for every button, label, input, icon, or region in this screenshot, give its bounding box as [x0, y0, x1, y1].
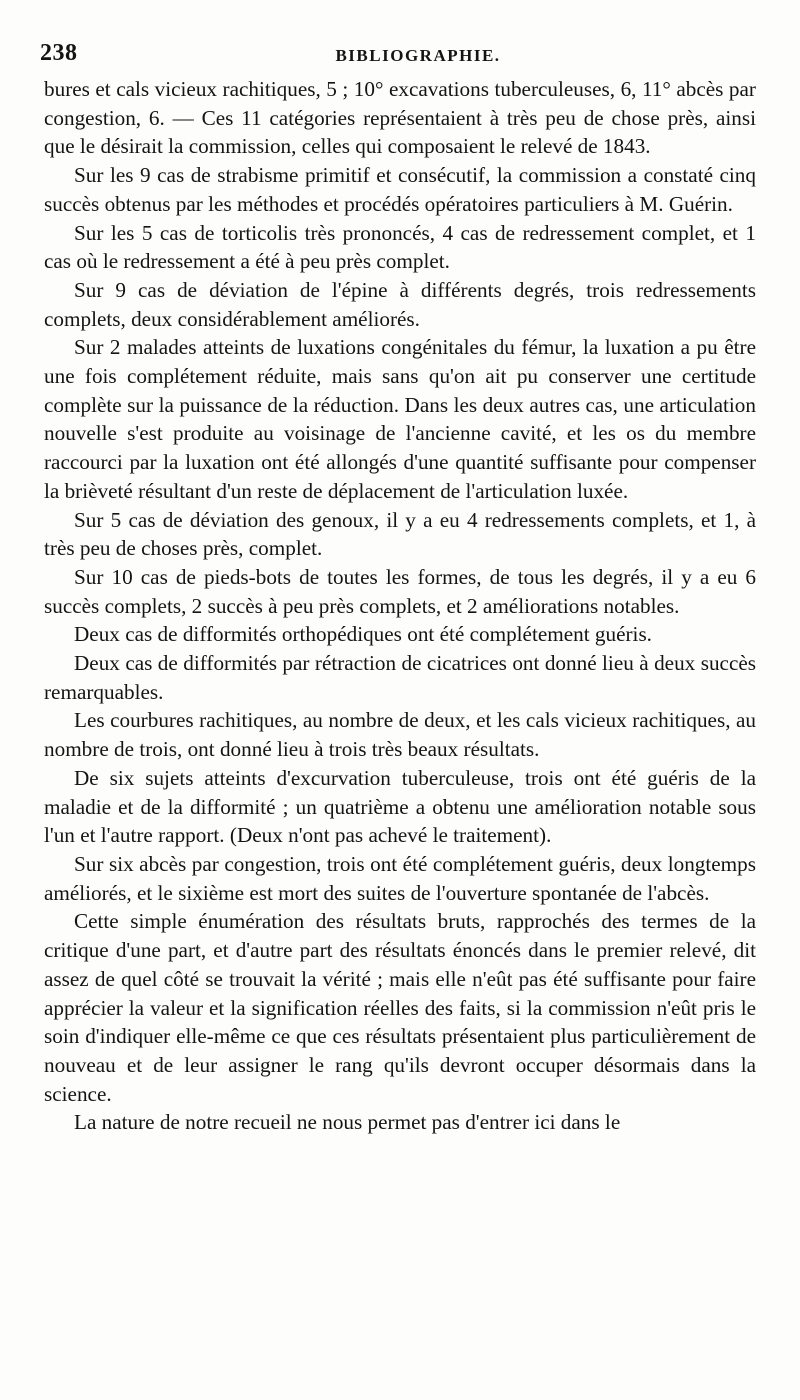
- paragraph-torticolis: Sur les 5 cas de torticolis très prononcés, 4 cas de redressement complet, et 1 cas où le redressement a été à peu près complet.: [44, 220, 756, 274]
- paragraph-enumeration: Cette simple énumération des résultats bruts, rapprochés des termes de la critique d'une part, et d'autre part des résultats énoncés dans le premier relevé, dit assez de quel côté se trouvait la vérité ; mais elle n'eût pas été suffisante pour faire apprécier la valeur et la signification réelles des faits, si la commission n'eût pris le soin d'indiquer elle-même ce que ces résultats présentaient plus particulièrement de nouveau et de leur assigner le rang qu'ils devront occuper désormais dans la science.: [44, 909, 756, 1106]
- paragraph-abces: Sur six abcès par congestion, trois ont été complétement guéris, deux longtemps améliorés, et le sixième est mort des suites de l'ouverture spontanée de l'abcès.: [44, 851, 756, 905]
- paragraph-difformites-orthopediques: Deux cas de difformités orthopédiques ont été complétement guéris.: [74, 622, 652, 647]
- paragraph-nature-recueil: La nature de notre recueil ne nous permet pas d'entrer ici dans le: [74, 1110, 621, 1135]
- paragraph-courbures-rachitiques: Les courbures rachitiques, au nombre de deux, et les cals vicieux rachitiques, au nombre de trois, ont donné lieu à trois très beaux résultats.: [44, 708, 756, 762]
- paragraph-deviation-epine: Sur 9 cas de déviation de l'épine à différents degrés, trois redressements complets, deux considérablement améliorés.: [44, 277, 756, 331]
- paragraph-genoux: Sur 5 cas de déviation des genoux, il y a eu 4 redressements complets, et 1, à très peu de choses près, complet.: [44, 507, 756, 561]
- paragraph-luxations: Sur 2 malades atteints de luxations congénitales du fémur, la luxation a pu être une fois complétement réduite, mais sans qu'on ait pu conserver une certitude complète sur la puissance de la réduction. Dans les deux autres cas, une articulation nouvelle s'est produite au voisinage de l'ancienne cavité, et les os du membre raccourci par la luxation ont été allongés d'une quantité suffisante pour compenser la brièveté résultant d'un reste de déplacement de l'articulation luxée.: [44, 335, 756, 503]
- paragraph-continuation: bures et cals vicieux rachitiques, 5 ; 10° excavations tuberculeuses, 6, 11° abcès par congestion, 6. — Ces 11 catégories représentaient à très peu de chose près, ainsi que le désirait la commission, celles qui composaient le relevé de 1843.: [44, 77, 756, 159]
- paragraph-cicatrices: Deux cas de difformités par rétraction de cicatrices ont donné lieu à deux succès remarquables.: [44, 651, 756, 704]
- running-head-title: BIBLIOGRAPHIE.: [335, 46, 501, 65]
- running-head: [40, 40, 760, 72]
- paragraph-strabisme: Sur les 9 cas de strabisme primitif et consécutif, la commission a constaté cinq succès obtenus par les méthodes et procédés opératoires particuliers à M. Guérin.: [44, 163, 756, 216]
- paragraph-pieds-bots: Sur 10 cas de pieds-bots de toutes les formes, de tous les degrés, il y a eu 6 succès complets, 2 succès à peu près complets, et 2 améliorations notables.: [44, 564, 756, 618]
- paragraph-excurvation: De six sujets atteints d'excurvation tuberculeuse, trois ont été guéris de la maladie et de la difformité ; un quatrième a obtenu une amélioration notable sous l'un et l'autre rapport. (Deux n'ont pas achevé le traitement).: [44, 765, 756, 848]
- body-text: [44, 75, 756, 1137]
- page-number: 238: [40, 40, 78, 66]
